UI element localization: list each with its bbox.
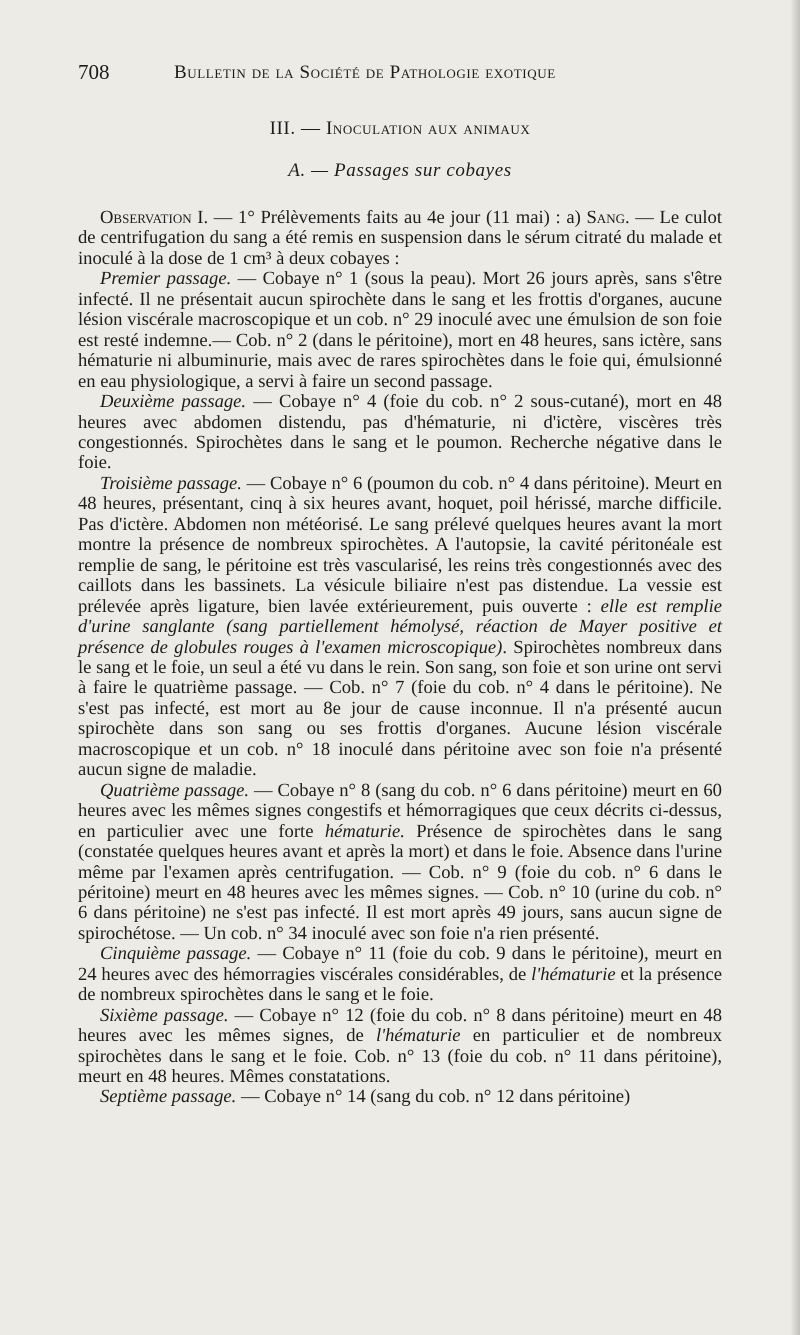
page-number: 708 bbox=[78, 60, 110, 84]
passage-7-label: Septième passage. bbox=[100, 1086, 237, 1108]
passage-1-paragraph bbox=[78, 269, 722, 392]
observation-intro: — 1° Prélèvements faits au 4e jour (11 mai) : a) bbox=[208, 207, 587, 228]
passage-3-italic: elle est remplie d'urine sanglante (sang partiellement hémolysé, réaction de Mayer positive et présence de globules rouges à l'examen microscopique) bbox=[78, 595, 722, 658]
passage-2-paragraph bbox=[78, 392, 722, 474]
passage-6-paragraph bbox=[78, 1006, 722, 1088]
subsection-title: A. — Passages sur cobayes bbox=[288, 160, 512, 181]
passage-6-text-b: en particulier et de nombreux spirochètes dans le sang et le foie. Cob. n° 13 (foie du cob. n° 11 dans péritoine), meurt en 48 heures. Mêmes constatations. bbox=[78, 1025, 722, 1088]
passage-1-label: Premier passage. bbox=[100, 268, 232, 290]
passage-4-label: Quatrième passage. bbox=[100, 779, 250, 801]
passage-6-label: Sixième passage. bbox=[100, 1004, 229, 1026]
passage-6-text-a: — Cobaye n° 12 (foie du cob. n° 8 dans péritoine) meurt en 48 heures avec les mêmes signes, de bbox=[78, 1004, 722, 1047]
passage-3-paragraph bbox=[78, 474, 722, 781]
passage-5-label: Cinquième passage. bbox=[100, 943, 252, 965]
passage-3-text-a: — Cobaye n° 6 (poumon du cob. n° 4 dans péritoine). Meurt en 48 heures, présentant, cinq à six heures avant, hoquet, poil hérissé, marche difficile. Pas d'ictère. Abdomen non météorisé. Le sang prélevé quelques heures avant la mort montre la présence de nombreux spirochètes. A l'autopsie, la cavité péritonéale est remplie de sang, le péritoine est très vascularisé, les reins très congestionnés avec des caillots dans les bassinets. La vésicule biliaire n'est pas distendue. La vessie est prélevée après ligature, bien lavée extérieurement, puis ouverte : bbox=[78, 472, 723, 617]
passage-7-text: — Cobaye n° 14 (sang du cob. n° 12 dans péritoine) bbox=[236, 1086, 631, 1108]
observation-paragraph bbox=[78, 208, 722, 269]
passage-4-italic: hématurie. bbox=[324, 820, 405, 842]
passage-4-paragraph bbox=[78, 781, 722, 945]
passage-5-paragraph bbox=[78, 944, 722, 1005]
passage-4-text-a: — Cobaye n° 8 (sang du cob. n° 6 dans péritoine) meurt en 60 heures avec les mêmes signes congestifs et hémorragiques que ceux décrits ci-dessus, en particulier avec une forte bbox=[78, 779, 722, 842]
page-header bbox=[78, 60, 718, 90]
observation-intro-rest: — Le culot de centrifugation du sang a été remis en suspension dans le sérum citraté du malade et inoculé à la dose de 1 cm³ à deux cobayes : bbox=[78, 207, 723, 269]
running-title: Bulletin de la Société de Pathologie exotique bbox=[174, 62, 556, 83]
observation-sang: Sang. bbox=[586, 207, 630, 228]
passage-7-paragraph bbox=[78, 1087, 722, 1107]
body-text bbox=[78, 208, 722, 1108]
passage-3-text-b: . Spirochètes nombreux dans le sang et le foie, un seul a été vu dans le rein. Son sang, son foie et son urine ont servi à faire le quatrième passage. — Cob. n° 7 (foie du cob. n° 4 dans le péritoine). Ne s'est pas infecté, est mort au 8e jour de cause inconnue. Il n'a présenté aucun spirochète dans son sang ou ses frottis d'organes. Aucune lésion viscérale macroscopique et un cob. n° 18 inoculé dans péritoine avec son foie n'a présenté aucun signe de maladie. bbox=[78, 636, 722, 781]
passage-3-label: Troisième passage. bbox=[100, 472, 242, 494]
observation-label: Observation I. bbox=[100, 207, 209, 228]
passage-5-italic: l'hématurie bbox=[531, 963, 616, 985]
passage-6-italic: l'hématurie bbox=[375, 1025, 461, 1047]
passage-5-text-b: et la présence de nombreux spirochètes dans le sang et le foie. bbox=[78, 963, 722, 1006]
section-title: III. — Inoculation aux animaux bbox=[269, 118, 531, 139]
passage-4-text-b: Présence de spirochètes dans le sang (constatée quelques heures avant et après la mort) et dans le foie. Absence dans l'urine même par l'examen après centrifugation. — Cob. n° 9 (foie du cob. n° 6 dans le péritoine) meurt en 48 heures avec les mêmes signes. — Cob. n° 10 (urine du cob. n° 6 dans péritoine) ne s'est pas infecté. Il est mort après 49 jours, sans aucun signe de spirochétose. — Un cob. n° 34 inoculé avec son foie n'a rien présenté. bbox=[78, 820, 722, 944]
passage-2-text: — Cobaye n° 4 (foie du cob. n° 2 sous-cutané), mort en 48 heures avec abdomen distendu, pas d'hématurie, ni d'ictère, viscères très congestionnés. Spirochètes dans le sang et le poumon. Recherche négative dans le foie. bbox=[78, 391, 722, 474]
passage-1-text: — Cobaye n° 1 (sous la peau). Mort 26 jours après, sans s'être infecté. Il ne présentait aucun spirochète dans le sang et les frottis d'organes, aucune lésion viscérale macroscopique et un cob. n° 29 inoculé avec une émulsion de son foie est resté indemne.— Cob. n° 2 (dans le péritoine), mort en 48 heures, sans ictère, sans hématurie ni albuminurie, mais avec de rares spirochètes dans le foie qui, émulsionné en eau physiologique, a servi à faire un second passage. bbox=[78, 268, 722, 392]
passage-5-text-a: — Cobaye n° 11 (foie du cob. 9 dans le péritoine), meurt en 24 heures avec des hémorragies viscérales considérables, de bbox=[78, 943, 722, 985]
passage-2-label: Deuxième passage. bbox=[100, 391, 247, 413]
page-edge-shadow bbox=[790, 0, 800, 1335]
